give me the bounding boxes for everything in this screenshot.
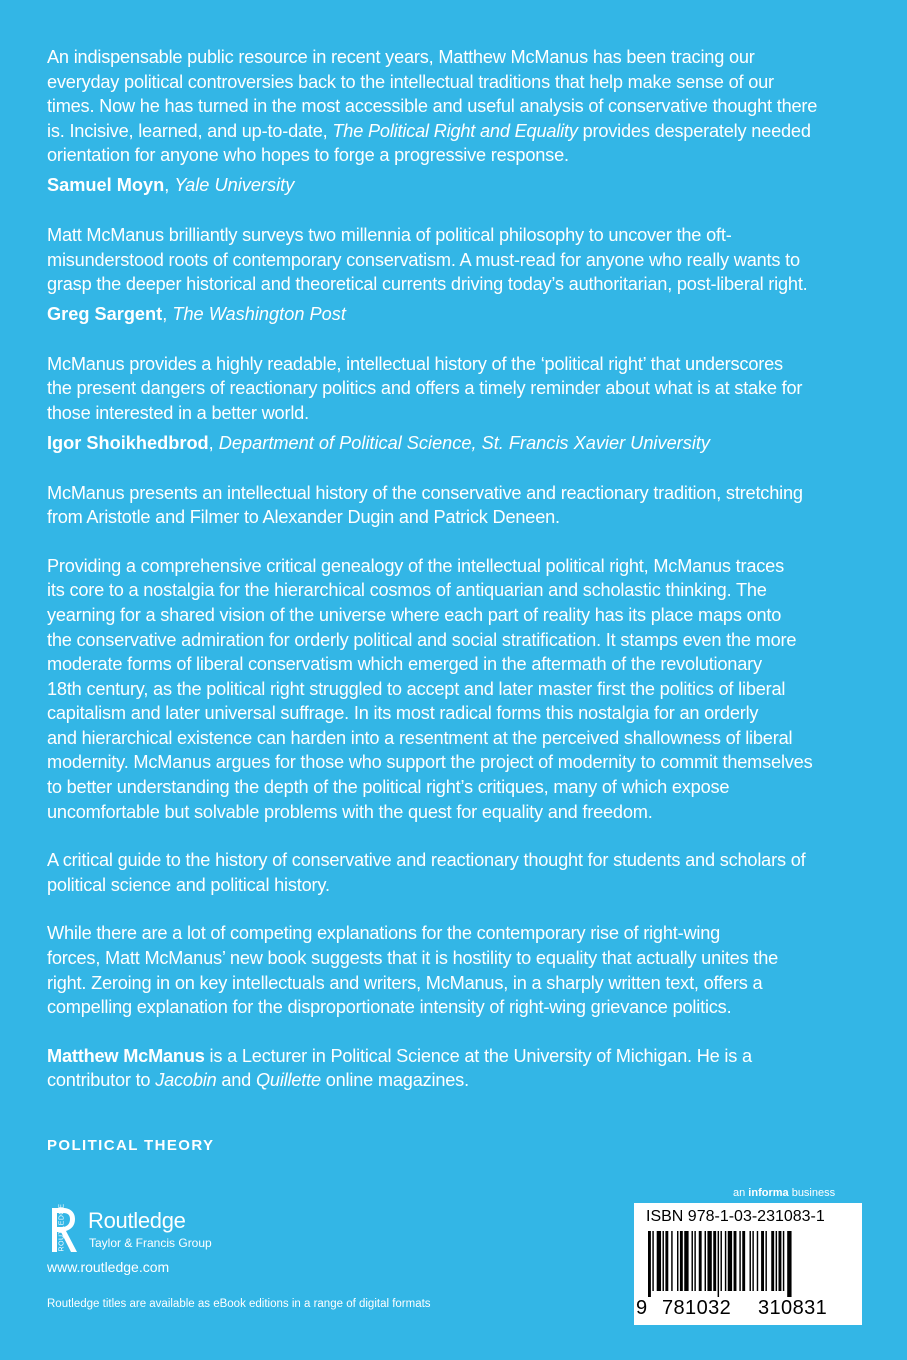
description-paragraph-4	[47, 921, 867, 1019]
description-paragraph-3	[47, 848, 867, 897]
text-segment: is a Lecturer in Political Science at the University of Michigan. He is a	[204, 1045, 752, 1066]
barcode-bar	[665, 1231, 668, 1291]
logo-vertical-text: ROUTLEDGE	[58, 1203, 66, 1252]
endorser-affiliation: Department of Political Science, St. Francis Xavier University	[218, 432, 711, 453]
barcode-bar	[750, 1231, 751, 1291]
text-segment: provides desperately needed	[577, 120, 811, 141]
description-line: yearning for a shared vision of the universe where each part of reality has its place maps onto	[47, 604, 782, 625]
barcode-bar	[663, 1231, 664, 1291]
subject-category: POLITICAL THEORY	[47, 1137, 215, 1154]
barcode-bar	[721, 1231, 722, 1291]
description-line: capitalism and later universal suffrage. In its most radical forms this nostalgia for an orderly	[47, 703, 759, 724]
publisher-name: Routledge	[88, 1208, 186, 1233]
barcode-bar	[783, 1231, 784, 1291]
magazine-name: Quillette	[255, 1070, 321, 1091]
author-bio-line	[47, 1044, 867, 1069]
text-column	[47, 45, 867, 1093]
description-line: moderate forms of liberal conservatism which emerged in the aftermath of the revolutionary	[47, 654, 762, 675]
barcode-bar	[680, 1231, 683, 1291]
barcode-bar	[742, 1231, 745, 1291]
text-segment: and	[216, 1070, 256, 1091]
barcode-bar	[771, 1231, 774, 1291]
description-paragraph-2	[47, 554, 867, 825]
description-line: 18th century, as the political right struggled to accept and later master first the politics of liberal	[47, 678, 786, 699]
endorser-name: Greg Sargent	[47, 303, 163, 324]
author-name: Matthew McManus	[47, 1045, 205, 1066]
endorsement-2-line: Matt McManus brilliantly surveys two millennia of political philosophy to uncover the oft-	[47, 224, 732, 245]
description-paragraph-1	[47, 481, 867, 530]
barcode-bar	[718, 1231, 719, 1297]
barcode-bar	[677, 1231, 678, 1291]
barcode-bar	[648, 1231, 651, 1297]
endorsement-1	[47, 45, 867, 197]
text-segment: online magazines.	[320, 1070, 469, 1091]
endorsement-1-line: everyday political controversies back to the intellectual traditions that help make sense of our	[47, 71, 774, 92]
endorser-name: Igor Shoikhedbrod	[47, 432, 209, 453]
endorsement-1-line: orientation for anyone who hopes to forge a progressive response.	[47, 145, 569, 166]
barcode-bar	[692, 1231, 693, 1291]
barcode-bar	[652, 1231, 653, 1291]
barcode-bar	[684, 1231, 688, 1291]
endorser-affiliation: Yale University	[174, 174, 295, 195]
description-line: right. Zeroing in on key intellectuals and writers, McManus, in a sharply written text, offers a	[47, 972, 763, 993]
description-line: to better understanding the depth of the political right’s critiques, many of which expose	[47, 777, 730, 798]
text-segment: is. Incisive, learned, and up-to-date,	[47, 120, 333, 141]
endorsement-2-line: grasp the deeper historical and theoretical currents driving today’s authoritarian, post-liberal right.	[47, 274, 808, 295]
text-segment: business	[788, 1187, 836, 1199]
barcode-bar	[699, 1231, 702, 1291]
barcode-bar	[705, 1231, 706, 1291]
barcode-bar	[728, 1231, 732, 1291]
description-line: compelling explanation for the disproportionate intensity of right-wing grievance politics.	[47, 997, 732, 1018]
barcode-bar	[765, 1231, 766, 1291]
barcode-box	[634, 1203, 862, 1325]
barcode-bar	[725, 1231, 726, 1291]
endorsement-1-line: times. Now he has turned in the most accessible and useful analysis of conservative thought there	[47, 96, 818, 117]
endorsement-2-attribution: Greg Sargent, The Washington Post	[47, 303, 346, 324]
informa-business-tag	[733, 1187, 835, 1199]
barcode-bar	[713, 1231, 716, 1291]
description-line: While there are a lot of competing explanations for the contemporary rise of right-wing	[47, 923, 721, 944]
description-line: modernity. McManus argues for those who support the project of modernity to commit themselves	[47, 752, 813, 773]
barcode-bar	[787, 1231, 791, 1297]
description-line: A critical guide to the history of conservative and reactionary thought for students and scholars of	[47, 850, 806, 871]
endorser-name: Samuel Moyn	[47, 174, 165, 195]
endorsement-1-line: An indispensable public resource in recent years, Matthew McManus has been tracing our	[47, 47, 755, 67]
informa-brand: informa	[748, 1187, 789, 1199]
endorsement-1-attribution: Samuel Moyn, Yale University	[47, 174, 295, 195]
endorsement-1-line	[47, 119, 867, 144]
magazine-name: Jacobin	[155, 1070, 217, 1091]
description-line: McManus presents an intellectual history of the conservative and reactionary tradition, stretching	[47, 482, 803, 503]
endorsement-3-line: the present dangers of reactionary politics and offers a timely reminder about what is at stake for	[47, 378, 803, 399]
barcode-bar	[694, 1231, 695, 1291]
endorsement-3	[47, 352, 867, 455]
endorsement-3-line: McManus provides a highly readable, intellectual history of the ‘political right’ that underscores	[47, 353, 783, 374]
barcode-digit-group-1: 781032	[662, 1297, 732, 1319]
description-line: its core to a nostalgia for the hierarchical cosmos of antiquarian and scholastic thinking. The	[47, 580, 767, 601]
barcode-bar	[671, 1231, 672, 1291]
endorser-affiliation: The Washington Post	[172, 303, 346, 324]
description-line: forces, Matt McManus’ new book suggests that it is hostility to equality that actually unites the	[47, 948, 779, 969]
description-line: the conservative admiration for orderly political and social stratification. It stamps even the more	[47, 629, 797, 650]
description-line: and hierarchical existence can harden into a resentment at the perceived shallowness of liberal	[47, 727, 793, 748]
barcode-bar	[707, 1231, 711, 1291]
author-bio	[47, 1044, 867, 1093]
author-bio-line	[47, 1068, 867, 1093]
book-title-italic: The Political Right and Equality	[332, 120, 578, 141]
endorsement-2	[47, 223, 867, 326]
barcode-bar	[657, 1231, 661, 1291]
description-line: political science and political history.	[47, 874, 330, 895]
barcode-bar	[752, 1231, 753, 1291]
endorsement-2-line: misunderstood roots of contemporary conservatism. A must-read for anyone who really wants to	[47, 249, 800, 270]
description-line: uncomfortable but solvable problems with the quest for equality and freedom.	[47, 801, 653, 822]
isbn-label: ISBN 978-1-03-231083-1	[646, 1208, 825, 1225]
barcode-icon	[644, 1231, 852, 1297]
barcode-bar	[739, 1231, 740, 1291]
text-segment: contributor to	[47, 1070, 156, 1091]
publisher-group: Taylor & Francis Group	[89, 1236, 212, 1250]
endorsement-3-attribution: Igor Shoikhedbrod, Department of Political Science, St. Francis Xavier University	[47, 432, 711, 453]
endorsement-3-line: those interested in a better world.	[47, 402, 309, 423]
barcode-digit-first: 9	[636, 1297, 648, 1319]
ebook-note: Routledge titles are available as eBook editions in a range of digital formats	[47, 1298, 431, 1310]
barcode-bar	[757, 1231, 758, 1291]
description-line: from Aristotle and Filmer to Alexander Dugin and Patrick Deneen.	[47, 507, 560, 528]
text-segment: an	[733, 1187, 749, 1199]
barcode-bar	[779, 1231, 782, 1291]
barcode-bar	[776, 1231, 777, 1291]
publisher-website: www.routledge.com	[47, 1259, 170, 1275]
barcode-digit-group-2: 310831	[758, 1297, 828, 1319]
description-line: Providing a comprehensive critical genealogy of the intellectual political right, McManus traces	[47, 555, 784, 576]
barcode-bar	[761, 1231, 764, 1291]
barcode-bar	[734, 1231, 737, 1291]
